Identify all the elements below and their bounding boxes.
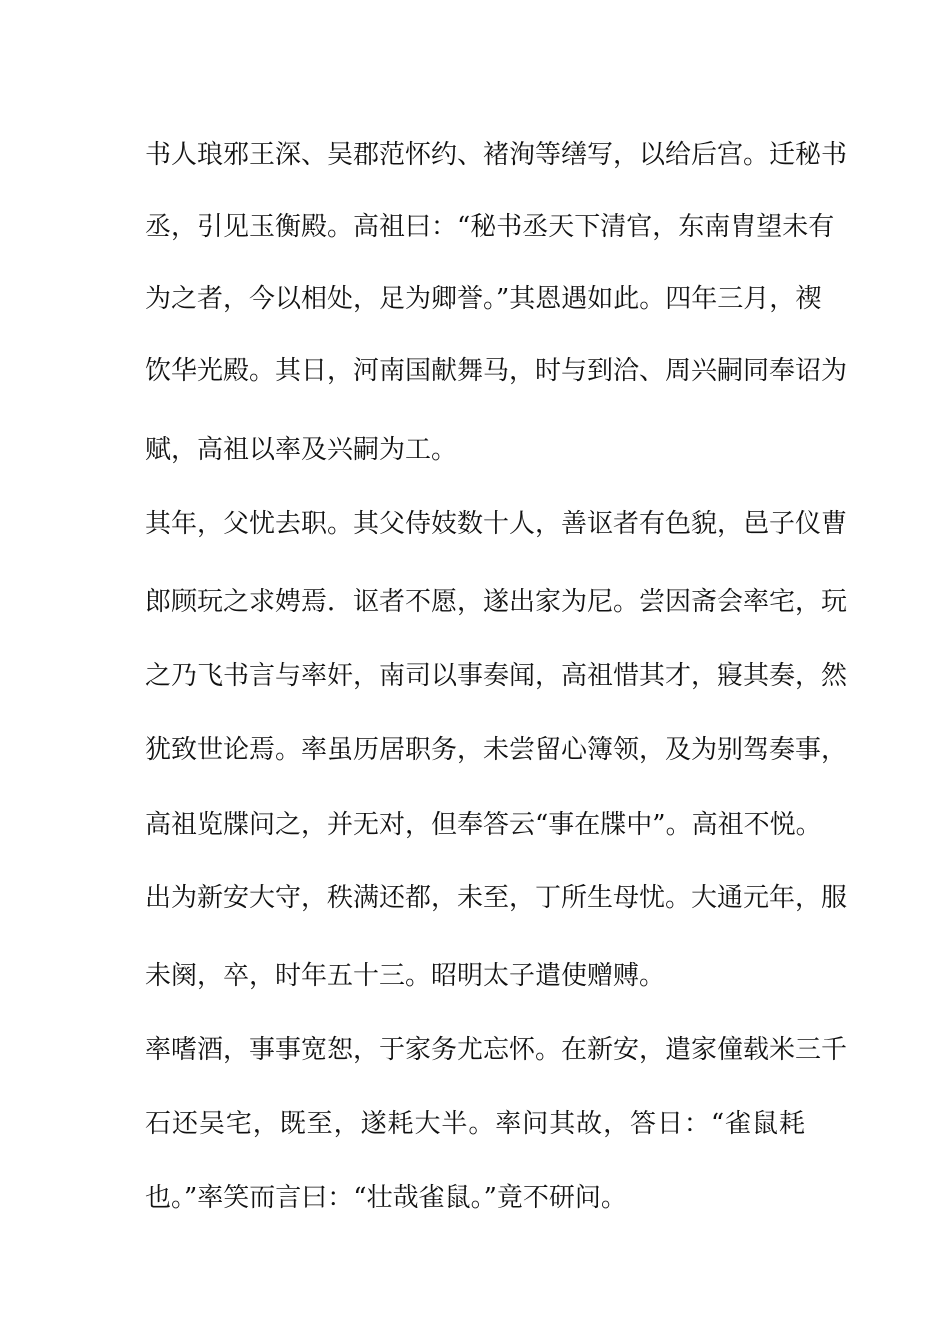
text-line-2: 丞，引见玉衡殿。高祖曰：“秘书丞天下清官，东南胄望未有 [145, 212, 835, 242]
text-line-9: 犹致世论焉。率虽历居职务，未尝留心簿领，及为别驾奏事， [145, 735, 848, 765]
text-line-7: 郎顾玩之求娉焉．讴者不愿，遂出家为尼。尝因斋会率宅，玩 [145, 587, 848, 617]
text-line-12: 未阕，卒，时年五十三。昭明太子遣使赠赙。 [145, 961, 666, 991]
text-line-6: 其年，父忧去职。其父侍妓数十人，善讴者有色貌，邑子仪曹 [145, 509, 848, 539]
text-line-1: 书人琅邪王深、吴郡范怀约、褚洵等缮写，以给后宫。迁秘书 [145, 140, 848, 170]
text-line-11: 出为新安大守，秩满还都，未至，丁所生母忧。大通元年，服 [145, 883, 848, 913]
text-line-10: 高祖览牒问之，并无对，但奉答云“事在牒中”。高祖不悦。 [145, 810, 822, 840]
text-line-13: 率嗜酒，事事宽恕，于家务尤忘怀。在新安，遣家僮载米三千 [145, 1035, 848, 1065]
text-line-4: 饮华光殿。其日，河南国献舞马，时与到洽、周兴嗣同奉诏为 [145, 356, 848, 386]
text-line-8: 之乃飞书言与率奸，南司以事奏闻，高祖惜其才，寢其奏，然 [145, 661, 848, 691]
text-line-5: 赋，高祖以率及兴嗣为工。 [145, 435, 458, 465]
text-line-15: 也。”率笑而言曰：“壮哉雀鼠。”竟不研问。 [145, 1183, 627, 1213]
text-line-3: 为之者，今以相处，足为卿誉。”其恩遇如此。四年三月，禊 [145, 284, 822, 314]
text-line-14: 石还吴宅，既至，遂耗大半。率问其故，答日：“雀鼠耗 [145, 1109, 805, 1139]
